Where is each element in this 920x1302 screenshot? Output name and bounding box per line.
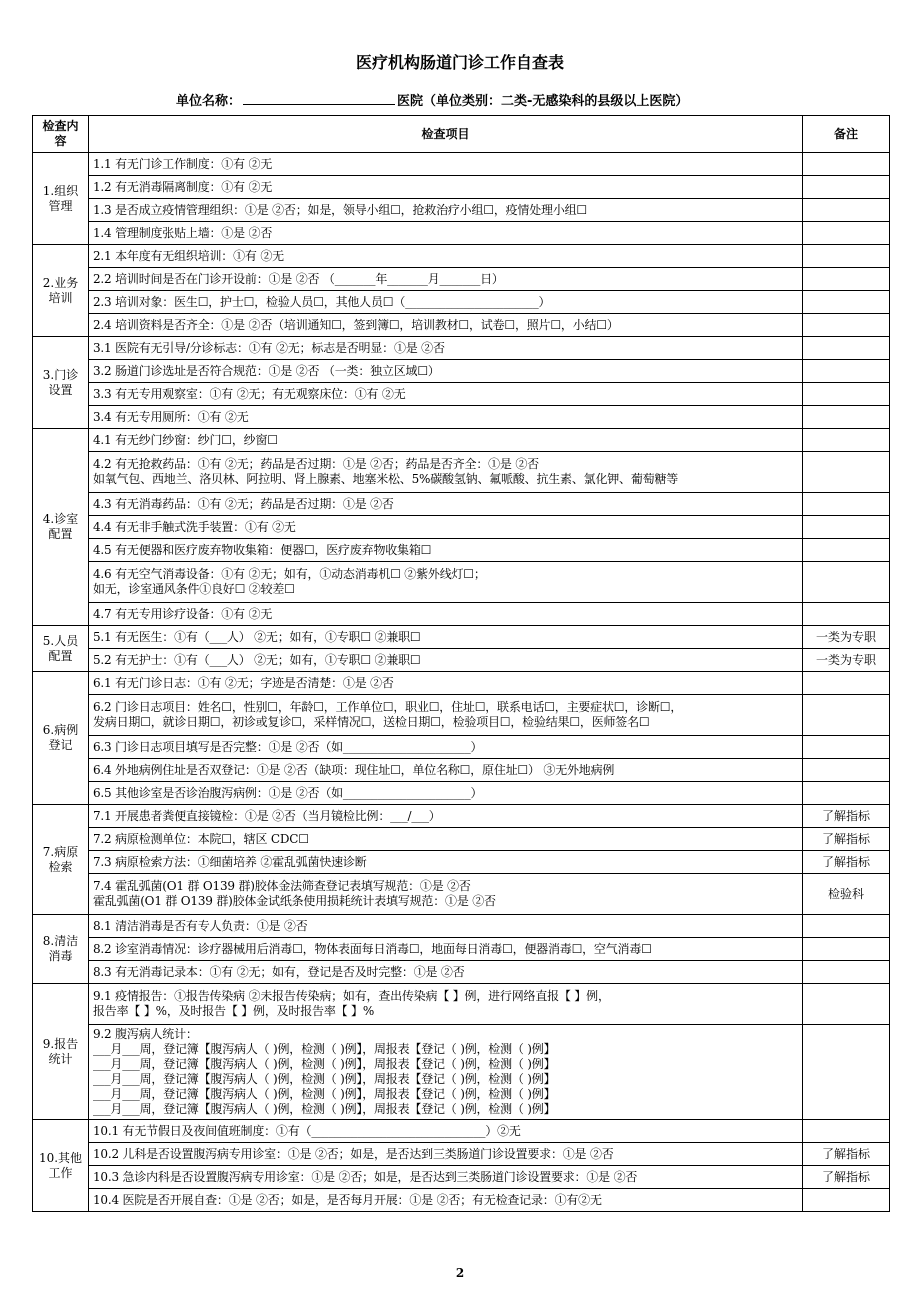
table-row	[33, 562, 890, 603]
check-item-cell	[89, 938, 803, 961]
note-cell	[803, 1120, 890, 1143]
table-row	[33, 649, 890, 672]
note-cell: 一类为专职	[803, 649, 890, 672]
table-row	[33, 805, 890, 828]
table-body	[33, 153, 890, 1212]
note-cell	[803, 759, 890, 782]
note-cell	[803, 406, 890, 429]
check-item-cell	[89, 1025, 803, 1120]
check-item-text: 6.3 门诊日志项目填写是否完整：①是 ②否（如______________________）	[93, 739, 483, 754]
note-cell	[803, 199, 890, 222]
check-item-text: 6.2 门诊日志项目：姓名☐，性别☐，年龄☐，工作单位☐，职业☐，住址☐，联系电话☐，主要症状☐，诊断☐，	[93, 700, 683, 714]
table-row	[33, 539, 890, 562]
check-item-text: 6.1 有无门诊日志：①有 ②无；字迹是否清楚：①是 ②否	[93, 675, 394, 690]
header-note: 备注	[803, 116, 890, 153]
check-item-text: 7.3 病原检索方法：①细菌培养 ②霍乱弧菌快速诊断	[93, 854, 367, 869]
category-cell: 3.门诊设置	[33, 337, 89, 429]
note-cell	[803, 562, 890, 603]
check-item-text: 6.4 外地病例住址是否双登记：①是 ②否（缺项：现住址☐，单位名称☐，原住址☐） ③无外地病例	[93, 762, 615, 777]
table-row	[33, 493, 890, 516]
check-item-cell	[89, 805, 803, 828]
table-row	[33, 874, 890, 915]
check-item-text: 10.4 医院是否开展自查：①是 ②否；如是，是否每月开展：①是 ②否；有无检查记录：①有②无	[93, 1192, 602, 1207]
table-row	[33, 406, 890, 429]
check-item-cell	[89, 1120, 803, 1143]
note-cell	[803, 1189, 890, 1212]
table-row	[33, 1120, 890, 1143]
check-item-cell	[89, 1189, 803, 1212]
table-row	[33, 176, 890, 199]
check-item-text: 5.1 有无医生：①有（___人） ②无；如有，①专职☐ ②兼职☐	[93, 629, 421, 644]
check-item-cell	[89, 562, 803, 603]
note-cell	[803, 984, 890, 1025]
check-item-cell	[89, 153, 803, 176]
note-cell	[803, 736, 890, 759]
check-item-text: 4.6 有无空气消毒设备：①有 ②无；如有，①动态消毒机☐ ②紫外线灯☐；	[93, 567, 486, 581]
note-cell	[803, 176, 890, 199]
unit-name-blank[interactable]	[243, 92, 395, 105]
table-row	[33, 429, 890, 452]
check-item-cell	[89, 493, 803, 516]
check-item-cell	[89, 874, 803, 915]
check-item-cell	[89, 1166, 803, 1189]
category-cell: 10.其他工作	[33, 1120, 89, 1212]
check-item-text: 1.4 管理制度张贴上墙：①是 ②否	[93, 225, 273, 240]
table-row	[33, 360, 890, 383]
check-item-text: 如无，诊室通风条件①良好☐ ②较差☐	[93, 582, 295, 596]
check-item-text: 2.2 培训时间是否在门诊开设前：①是 ②否 （_______年_______月_______日）	[93, 271, 504, 286]
check-item-cell	[89, 672, 803, 695]
table-row	[33, 736, 890, 759]
check-item-text: 8.3 有无消毒记录本：①有 ②无；如有，登记是否及时完整：①是 ②否	[93, 964, 465, 979]
unit-line	[176, 90, 688, 109]
table-row	[33, 314, 890, 337]
note-cell: 检验科	[803, 874, 890, 915]
check-item-text: ___月___周，登记簿【腹泻病人（ )例，检测（ )例】，周报表【登记（ )例，检测（ )例】	[93, 1072, 556, 1086]
table-row	[33, 199, 890, 222]
check-item-cell	[89, 984, 803, 1025]
note-cell	[803, 291, 890, 314]
note-cell	[803, 245, 890, 268]
check-item-cell	[89, 649, 803, 672]
check-item-text: ___月___周，登记簿【腹泻病人（ )例，检测（ )例】，周报表【登记（ )例，检测（ )例】	[93, 1102, 556, 1116]
check-item-cell	[89, 337, 803, 360]
note-cell	[803, 516, 890, 539]
table-row	[33, 961, 890, 984]
check-item-text: 3.3 有无专用观察室：①有 ②无；有无观察床位：①有 ②无	[93, 386, 406, 401]
check-item-text: ___月___周，登记簿【腹泻病人（ )例，检测（ )例】，周报表【登记（ )例，检测（ )例】	[93, 1087, 556, 1101]
category-cell: 6.病例登记	[33, 672, 89, 805]
table-row	[33, 1143, 890, 1166]
check-item-cell	[89, 268, 803, 291]
note-cell	[803, 268, 890, 291]
note-cell	[803, 360, 890, 383]
note-cell	[803, 915, 890, 938]
header-category: 检查内容	[33, 116, 89, 153]
note-cell: 了解指标	[803, 805, 890, 828]
check-item-cell	[89, 603, 803, 626]
note-cell	[803, 452, 890, 493]
check-item-text: 2.4 培训资料是否齐全：①是 ②否（培训通知☐，签到簿☐，培训教材☐，试卷☐，照片☐，小结☐）	[93, 317, 619, 332]
check-item-text: 4.2 有无抢救药品：①有 ②无；药品是否过期：①是 ②否；药品是否齐全：①是 ②否	[93, 457, 539, 471]
category-cell: 1.组织管理	[33, 153, 89, 245]
check-item-cell	[89, 626, 803, 649]
note-cell	[803, 493, 890, 516]
category-cell: 4.诊室配置	[33, 429, 89, 626]
table-header-row	[33, 116, 890, 153]
check-item-cell	[89, 828, 803, 851]
check-item-text: 3.4 有无专用厕所：①有 ②无	[93, 409, 249, 424]
table-row	[33, 782, 890, 805]
check-item-text: 2.3 培训对象：医生☐，护士☐，检验人员☐，其他人员☐（_______________________）	[93, 294, 551, 309]
check-item-cell	[89, 539, 803, 562]
check-item-cell	[89, 176, 803, 199]
page-title: 医疗机构肠道门诊工作自查表	[355, 53, 564, 72]
check-item-text: 4.3 有无消毒药品：①有 ②无；药品是否过期：①是 ②否	[93, 496, 394, 511]
check-item-text: 1.1 有无门诊工作制度：①有 ②无	[93, 156, 273, 171]
check-item-cell	[89, 961, 803, 984]
check-item-text: 4.5 有无便器和医疗废弃物收集箱：便器☐，医疗废弃物收集箱☐	[93, 542, 432, 557]
note-cell	[803, 672, 890, 695]
table-row	[33, 759, 890, 782]
check-item-cell	[89, 851, 803, 874]
table-row	[33, 626, 890, 649]
table-row	[33, 516, 890, 539]
table-row	[33, 695, 890, 736]
check-item-cell	[89, 383, 803, 406]
check-item-text: 发病日期☐，就诊日期☐，初诊或复诊☐，采样情况☐，送检日期☐，检验项目☐，检验结果☐，医师签名☐	[93, 715, 650, 729]
table-row	[33, 153, 890, 176]
note-cell: 了解指标	[803, 828, 890, 851]
table-row	[33, 1025, 890, 1120]
check-item-cell	[89, 759, 803, 782]
check-item-text: 6.5 其他诊室是否诊治腹泻病例：①是 ②否（如______________________）	[93, 785, 483, 800]
check-item-cell	[89, 516, 803, 539]
note-cell	[803, 938, 890, 961]
table-row	[33, 1166, 890, 1189]
table-row	[33, 452, 890, 493]
note-cell	[803, 695, 890, 736]
category-cell: 9.报告统计	[33, 984, 89, 1120]
check-item-text: 3.1 医院有无引导/分诊标志：①有 ②无；标志是否明显：①是 ②否	[93, 340, 445, 355]
check-item-cell	[89, 360, 803, 383]
check-item-cell	[89, 245, 803, 268]
check-item-text: 2.1 本年度有无组织培训：①有 ②无	[93, 248, 284, 263]
note-cell	[803, 314, 890, 337]
check-item-cell	[89, 429, 803, 452]
table-row	[33, 245, 890, 268]
table-row	[33, 337, 890, 360]
check-item-text: ___月___周，登记簿【腹泻病人（ )例，检测（ )例】，周报表【登记（ )例，检测（ )例】	[93, 1042, 556, 1056]
check-item-cell	[89, 736, 803, 759]
check-item-text: 7.4 霍乱弧菌(O1 群 O139 群)胶体金法筛查登记表填写规范：①是 ②否	[93, 879, 471, 893]
inspection-table	[32, 115, 890, 1212]
table-row	[33, 938, 890, 961]
note-cell	[803, 961, 890, 984]
table-row	[33, 1189, 890, 1212]
check-item-cell	[89, 782, 803, 805]
check-item-cell	[89, 1143, 803, 1166]
category-cell: 7.病原检索	[33, 805, 89, 915]
check-item-text: 1.2 有无消毒隔离制度：①有 ②无	[93, 179, 273, 194]
unit-name-label: 单位名称：	[176, 94, 242, 109]
check-item-text: 4.1 有无纱门纱窗：纱门☐，纱窗☐	[93, 432, 278, 447]
table-row	[33, 672, 890, 695]
table-row	[33, 291, 890, 314]
category-cell: 8.清洁消毒	[33, 915, 89, 984]
note-cell: 了解指标	[803, 851, 890, 874]
check-item-cell	[89, 314, 803, 337]
check-item-text: 9.2 腹泻病人统计：	[93, 1027, 198, 1041]
note-cell: 了解指标	[803, 1166, 890, 1189]
check-item-text: 7.2 病原检测单位：本院☐，辖区 CDC☐	[93, 831, 309, 846]
note-cell	[803, 337, 890, 360]
check-item-cell	[89, 222, 803, 245]
note-cell	[803, 383, 890, 406]
note-cell	[803, 782, 890, 805]
note-cell	[803, 222, 890, 245]
header-item: 检查项目	[89, 116, 803, 153]
check-item-text: 10.1 有无节假日及夜间值班制度：①有（______________________________）②无	[93, 1123, 521, 1138]
table-row	[33, 603, 890, 626]
check-item-text: 霍乱弧菌(O1 群 O139 群)胶体金试纸条使用损耗统计表填写规范：①是 ②否	[93, 894, 496, 908]
note-cell	[803, 153, 890, 176]
note-cell	[803, 603, 890, 626]
check-item-text: 9.1 疫情报告：①报告传染病 ②未报告传染病；如有，查出传染病【 】例，进行网络直报【 】例，	[93, 989, 610, 1003]
note-cell	[803, 1025, 890, 1120]
table-row	[33, 828, 890, 851]
check-item-text: 5.2 有无护士：①有（___人） ②无；如有，①专职☐ ②兼职☐	[93, 652, 421, 667]
check-item-text: 1.3 是否成立疫情管理组织：①是 ②否；如是，领导小组☐，抢救治疗小组☐，疫情处理小组☐	[93, 202, 587, 217]
category-cell: 2.业务培训	[33, 245, 89, 337]
check-item-text: 4.4 有无非手触式洗手装置：①有 ②无	[93, 519, 296, 534]
page-number: 2	[455, 1266, 465, 1280]
check-item-text: 8.2 诊室消毒情况：诊疗器械用后消毒☐，物体表面每日消毒☐，地面每日消毒☐，便器消毒☐，空气消毒☐	[93, 941, 652, 956]
check-item-cell	[89, 915, 803, 938]
table-row	[33, 383, 890, 406]
check-item-text: 4.7 有无专用诊疗设备：①有 ②无	[93, 606, 273, 621]
check-item-text: 10.3 急诊内科是否设置腹泻病专用诊室：①是 ②否；如是，是否达到三类肠道门诊设置要求：①是 ②否	[93, 1169, 638, 1184]
check-item-text: 7.1 开展患者粪便直接镜检：①是 ②否（当月镜检比例：___/___）	[93, 808, 441, 823]
check-item-text: 10.2 儿科是否设置腹泻病专用诊室：①是 ②否；如是，是否达到三类肠道门诊设置要求：①是 ②否	[93, 1146, 614, 1161]
check-item-text: 8.1 清洁消毒是否有专人负责：①是 ②否	[93, 918, 308, 933]
check-item-cell	[89, 452, 803, 493]
check-item-cell	[89, 291, 803, 314]
table-row	[33, 915, 890, 938]
check-item-cell	[89, 199, 803, 222]
note-cell: 了解指标	[803, 1143, 890, 1166]
check-item-cell	[89, 695, 803, 736]
category-cell: 5.人员配置	[33, 626, 89, 672]
note-cell	[803, 539, 890, 562]
note-cell	[803, 429, 890, 452]
table-row	[33, 851, 890, 874]
table-row	[33, 268, 890, 291]
check-item-text: ___月___周，登记簿【腹泻病人（ )例，检测（ )例】，周报表【登记（ )例，检测（ )例】	[93, 1057, 556, 1071]
unit-category: 医院（单位类别：二类-无感染科的县级以上医院）	[397, 94, 689, 109]
table-row	[33, 222, 890, 245]
check-item-cell	[89, 406, 803, 429]
note-cell: 一类为专职	[803, 626, 890, 649]
check-item-text: 报告率【 】%，及时报告【 】例，及时报告率【 】%	[93, 1004, 375, 1018]
table-row	[33, 984, 890, 1025]
check-item-text: 如氧气包、西地兰、洛贝林、阿拉明、肾上腺素、地塞米松、5%碳酸氢钠、氟哌酸、抗生素、氯化钾、葡萄糖等	[93, 472, 679, 486]
check-item-text: 3.2 肠道门诊选址是否符合规范：①是 ②否 （一类：独立区域☐）	[93, 363, 440, 378]
